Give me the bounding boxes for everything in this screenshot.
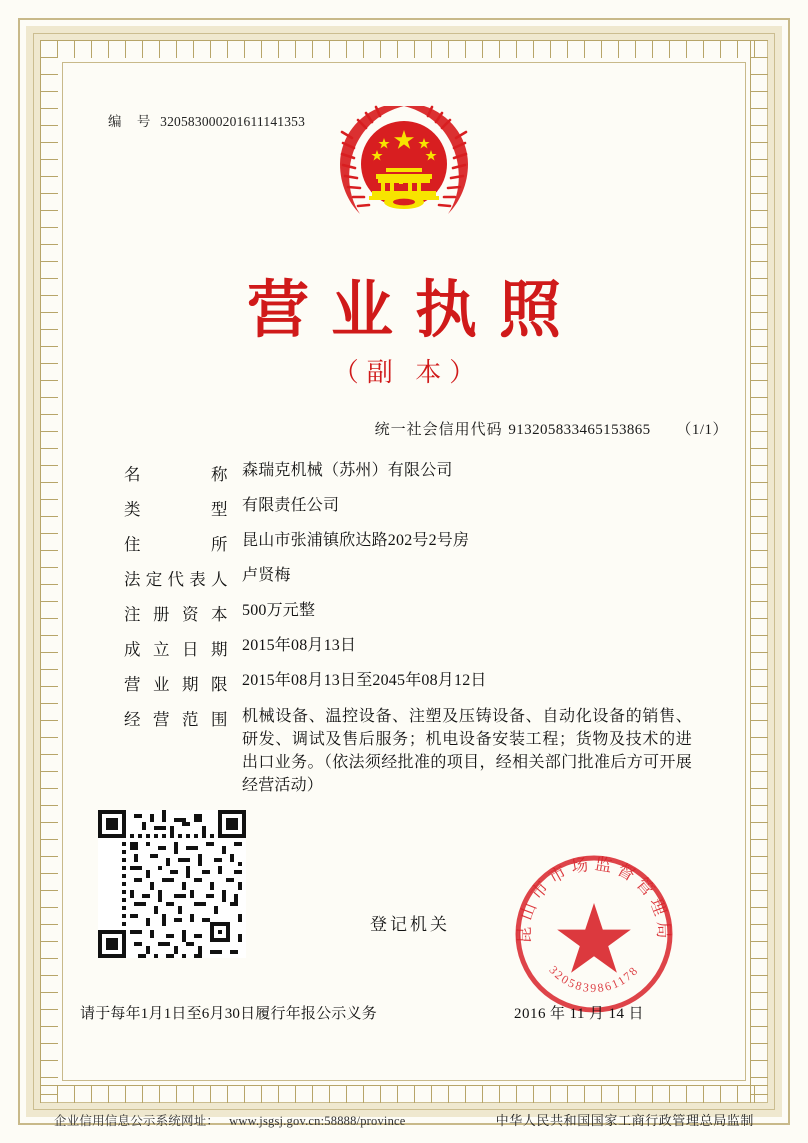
credit-code-row	[375, 418, 728, 439]
field-company-address	[124, 530, 722, 555]
field-business-term	[124, 670, 722, 695]
field-label: 营业期限	[124, 675, 228, 694]
annual-report-note: 请于每年1月1日至6月30日履行年报公示义务	[80, 1006, 377, 1022]
field-value: 昆山市张浦镇欣达路202号2号房	[242, 532, 470, 549]
license-fields	[124, 460, 722, 807]
field-value: 卢贤梅	[242, 567, 291, 584]
footer-website-url: www.jsgsj.gov.cn:58888/province	[229, 1114, 406, 1128]
issue-year-unit: 年	[550, 1006, 566, 1022]
field-label: 类型	[124, 500, 228, 519]
field-value: 有限责任公司	[242, 497, 340, 514]
field-label: 名称	[124, 465, 228, 484]
footer-issuer: 中华人民共和国国家工商行政管理总局监制	[495, 1113, 754, 1128]
svg-text:3205839861178: 3205839861178	[546, 962, 642, 996]
issue-date	[512, 1002, 646, 1023]
license-content	[70, 70, 738, 1073]
field-value: 2015年08月13日至2045年08月12日	[242, 672, 487, 689]
registrar-label: 登记机关	[370, 915, 450, 934]
field-business-scope	[124, 705, 722, 797]
field-label: 法定代表人	[124, 570, 228, 589]
page-title: 营业执照	[246, 277, 583, 345]
serial-number-label: 编 号	[108, 114, 157, 129]
field-registered-capital	[124, 600, 722, 625]
field-label: 成立日期	[124, 640, 228, 659]
field-establish-date	[124, 635, 722, 660]
field-label: 住所	[124, 535, 228, 554]
page-indicator: （1/1）	[676, 422, 728, 438]
credit-code-value: 913205833465153865	[508, 422, 651, 438]
footer-website-label: 企业信用信息公示系统网址：	[54, 1114, 220, 1128]
qr-code-icon	[98, 810, 246, 958]
field-company-type	[124, 495, 722, 520]
greek-key-top	[40, 40, 768, 58]
issue-year: 2016	[514, 1006, 546, 1022]
official-seal	[505, 845, 683, 1023]
field-value: 森瑞克机械（苏州）有限公司	[242, 462, 453, 479]
issue-day: 14	[608, 1006, 625, 1022]
field-label: 经营范围	[124, 710, 228, 729]
svg-text:昆山市市场监督管理局: 昆山市市场监督管理局	[514, 854, 674, 944]
field-company-name	[124, 460, 722, 485]
national-emblem-icon	[320, 98, 488, 248]
serial-number-row	[108, 110, 305, 130]
serial-number-value: 320583000201611141353	[160, 114, 306, 129]
field-legal-representative	[124, 565, 722, 590]
field-value: 机械设备、温控设备、注塑及压铸设备、自动化设备的销售、研发、调试及售后服务；机电设备安装工程；货物及技术的进出口业务。（依法须经批准的项目，经相关部门批准后方可开展经营活动）	[242, 708, 692, 794]
issue-day-unit: 日	[628, 1006, 644, 1022]
issue-month-unit: 月	[588, 1006, 605, 1022]
field-value: 500万元整	[242, 602, 316, 619]
field-value: 2015年08月13日	[242, 637, 357, 654]
issue-month: 11	[569, 1006, 585, 1022]
footer-website	[54, 1111, 406, 1129]
page-subtitle: （副 本）	[332, 358, 484, 387]
greek-key-left	[40, 40, 58, 1103]
credit-code-label: 统一社会信用代码	[374, 422, 503, 438]
greek-key-bottom	[40, 1085, 768, 1103]
document-footer	[0, 1105, 808, 1129]
greek-key-right	[750, 40, 768, 1103]
field-label: 注册资本	[124, 605, 228, 624]
